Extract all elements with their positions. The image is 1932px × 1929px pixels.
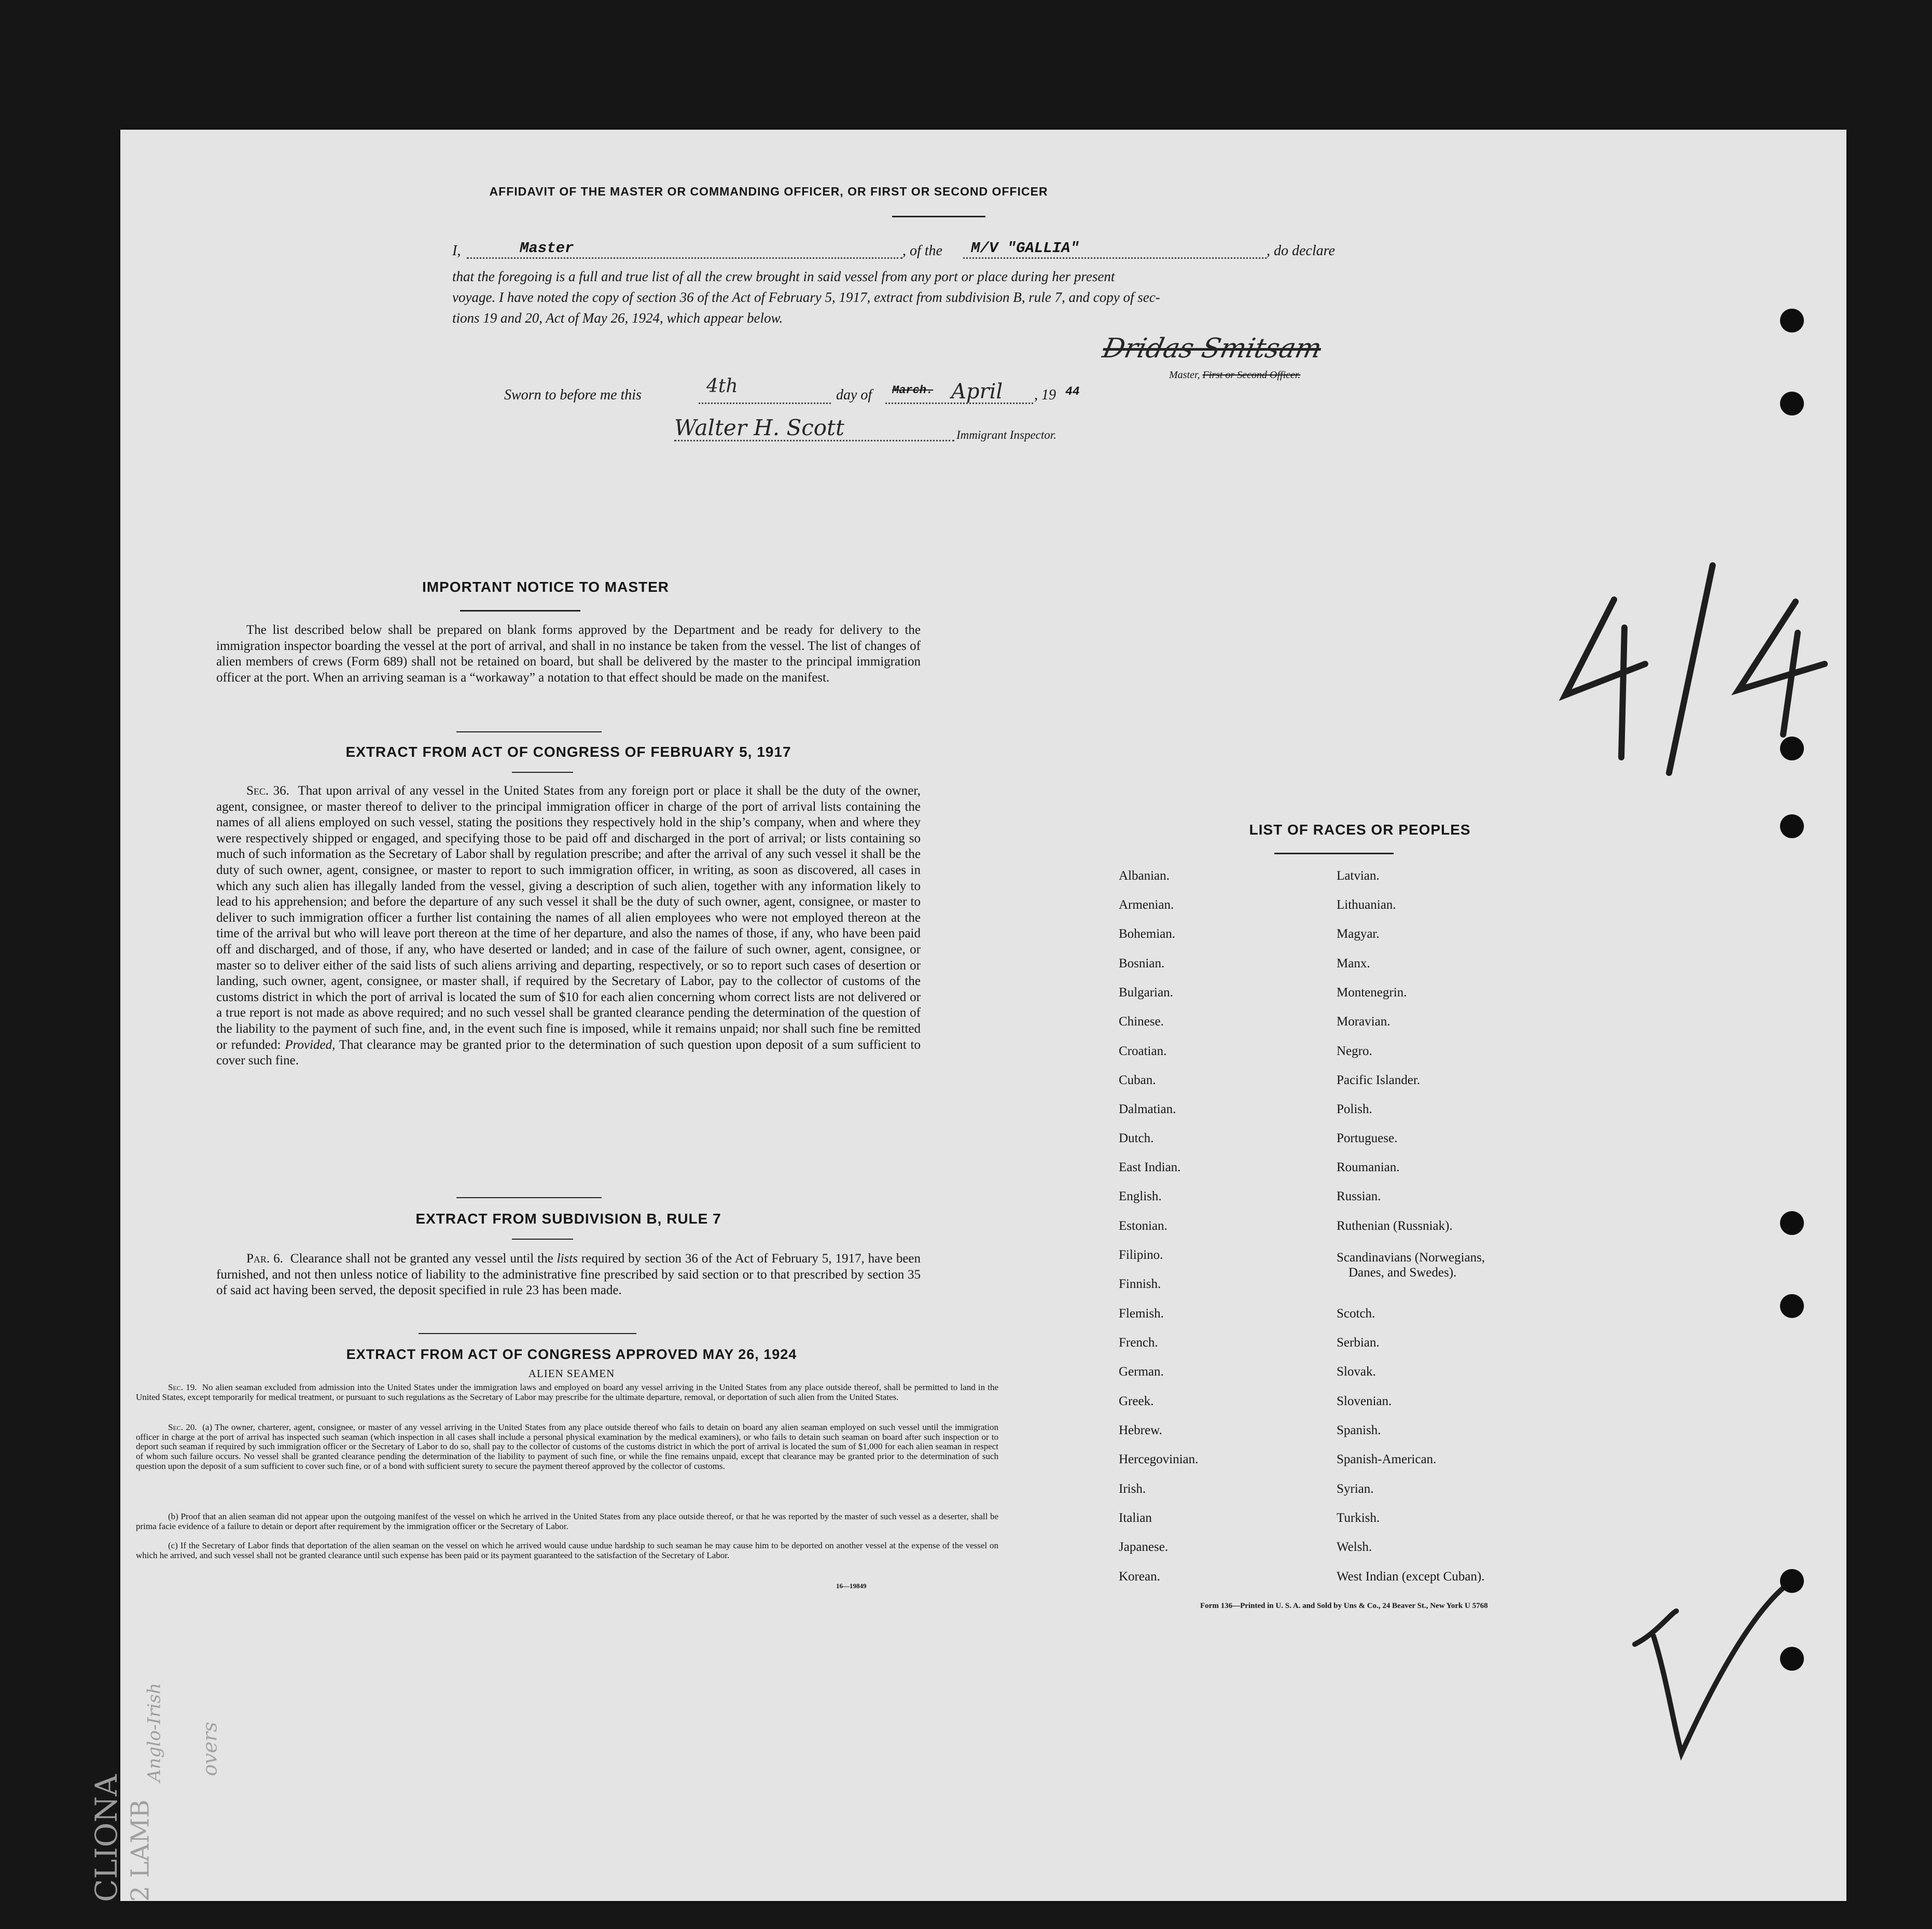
sec-36-label: Sec. 36. (246, 784, 289, 798)
rule-7-rule (512, 1239, 573, 1240)
race-item: Scotch. (1337, 1307, 1375, 1321)
punch-hole (1780, 1569, 1804, 1593)
sec-20c: (c) If the Secretary of Labor finds that deportation of the alien seaman on the vessel on which he arrived would cause undue hardship to such seaman he may cause him to be deported on another vessel at the expense of the vessel on which he arrived, and such vessel shall not be granted clearance until such expense has been paid or its payment guaranteed to the satisfaction of the Secretary of Labor. (136, 1541, 998, 1560)
rule-7-body: Par. 6. Clearance shall not be granted any vessel until the lists required by section 36 of the Act of February 5, 1917, have been furnished, and not then unless notice of liability to the administrative fine prescribed by said section or to that prescribed by section 35 of said act having been served, the deposit specified in rule 23 has been made. (216, 1252, 921, 1298)
race-item: Italian (1119, 1511, 1152, 1525)
race-item: Moravian. (1337, 1015, 1391, 1029)
race-item: English. (1119, 1189, 1162, 1203)
race-item: Manx. (1337, 956, 1370, 970)
race-item: Welsh. (1337, 1540, 1372, 1554)
extract-1917-body (216, 783, 921, 1069)
race-item: Filipino. (1119, 1248, 1163, 1262)
provided-label: Provided, (285, 1037, 336, 1052)
race-item: Bosnian. (1119, 956, 1165, 970)
race-item: Dutch. (1119, 1131, 1154, 1145)
page-mark-4-of-4 (1557, 560, 1930, 934)
month-value: April (951, 380, 1003, 404)
day-value: 4th (706, 376, 738, 397)
race-item: Hebrew. (1119, 1423, 1162, 1437)
race-item: Spanish-American. (1337, 1452, 1437, 1466)
notice-heading: IMPORTANT NOTICE TO MASTER (422, 579, 670, 595)
race-item: Serbian. (1337, 1336, 1380, 1350)
name-value: Master (520, 240, 574, 257)
inspector-label: Immigrant Inspector. (956, 428, 1057, 441)
sworn-label: Sworn to before me this (504, 387, 642, 403)
race-item: Montenegrin. (1337, 986, 1407, 1000)
sec-20b: (b) Proof that an alien seaman did not appear upon the outgoing manifest of the vessel on which he arrived in the United States from any place outside thereof, or that he was reported by the master of such vessel as a deserter, shall be prima facie evidence of a failure to detain or deport after requirement by the immigration officer or the Secretary of Labor. (136, 1511, 998, 1531)
sworn-block (504, 376, 1127, 418)
notice-body: The list described below shall be prepared on blank forms approved by the Department and be ready for delivery to the immigration inspector boarding the vessel at the port of arrival, and shall in no instance be taken from the vessel. The list of changes of alien members of crews (Form 689) shall not be retained on board, but shall be delivered by the master to the principal immigration officer at the port. When an arriving seaman is a “workaway” a notation to that effect should be made on the manifest. (216, 623, 921, 685)
heading-rule (892, 216, 985, 217)
year-prefix: , 19 (1034, 387, 1056, 403)
notice-rule (460, 610, 580, 612)
race-item-continuation: Danes, and Swedes). (1349, 1266, 1457, 1280)
extract-1917-rule (512, 772, 573, 773)
race-item: Cuban. (1119, 1073, 1156, 1087)
punch-hole (1780, 1294, 1804, 1318)
race-item: Spanish. (1337, 1423, 1381, 1437)
race-item: Ruthenian (Russniak). (1337, 1219, 1453, 1233)
race-item: Latvian. (1337, 869, 1380, 883)
race-item: Magyar. (1337, 927, 1380, 941)
race-item: Polish. (1337, 1102, 1372, 1116)
race-item: Pacific Islander. (1337, 1073, 1421, 1087)
rule-7-heading: EXTRACT FROM SUBDIVISION B, RULE 7 (415, 1211, 721, 1227)
race-item: Albanian. (1119, 869, 1170, 883)
alien-seamen-subheading: ALIEN SEAMEN (528, 1367, 615, 1380)
extract-1917-heading: EXTRACT FROM ACT OF CONGRESS OF FEBRUARY 5, 1917 (345, 744, 791, 760)
margin-note-1: CLIONA (89, 1774, 124, 1902)
race-item: Japanese. (1119, 1540, 1169, 1554)
race-item: Korean. (1119, 1570, 1160, 1584)
punch-hole (1780, 1211, 1804, 1235)
affidavit-heading: AFFIDAVIT OF THE MASTER OR COMMANDING OFFICER, OR FIRST OR SECOND OFFICER (489, 185, 1048, 198)
race-item: Chinese. (1119, 1015, 1164, 1029)
race-item: West Indian (except Cuban). (1337, 1570, 1485, 1584)
race-item: Russian. (1337, 1189, 1381, 1203)
race-item: Croatian. (1119, 1044, 1167, 1058)
race-item: Portuguese. (1337, 1131, 1398, 1145)
race-item: German. (1119, 1365, 1164, 1379)
sec-36-text: That upon arrival of any vessel in the United States from any foreign port or place it shall be the duty of the owner, agent, consignee, or master thereof to deliver to the principal immigration officer in charge of the port of arrival lists containing the names of all aliens employed on such vessel, stating the positions they respectively hold in the ship’s company, when and where they were respectively shipped or engaged, and specifying those to be paid off and discharged in the port of arrival; or lists containing so much of such information as the Secretary of Labor shall by regulation prescribe; and after the arrival of any such vessel it shall be the duty of such owner, agent, consignee, or master to report to such immigration officer, in writing, as soon as discovered, all cases in which any such alien has illegally landed from the vessel, giving a description of such alien, together with any information likely to lead to his apprehension; and before the departure of any such vessel it shall be the duty of such owner, agent, consignee, or master to deliver to such immigration officer a further list containing the names of all alien employees who were not employed thereon at the time of the arrival but who will leave port thereon at the time of her departure, and also the names of those, if any, who have been paid off and discharged, and of those, if any, who have deserted or landed; and in case of the failure of such owner, agent, consignee, or master so to deliver either of the said lists of such aliens arriving and departing, respectively, or so to report such cases of desertion or landing, such owner, agent, consignee, or master shall, if required by the Secretary of Labor, pay to the collector of customs of the customs district in which the port of arrival is located the sum of $10 for each alien concerning whom correct lists are not delivered or a true report is not made as above required; and no such vessel shall be granted clearance pending the determination of the question of the liability to the payment of such fine, and, in the event such fine is imposed, while it remains unpaid; nor shall such fine be remitted or refunded: (216, 784, 921, 1052)
vessel-line (963, 257, 1267, 259)
month-struck: March. (892, 384, 934, 397)
affidavit-text-line-4: tions 19 and 20, Act of May 26, 1924, which appear below. (452, 310, 783, 326)
margin-note-3: 2 LAMB (126, 1799, 155, 1902)
lists-word: lists (557, 1252, 578, 1266)
margin-note-2: Anglo-Irish (144, 1683, 165, 1782)
sec-36-text-end: That clearance may be granted prior to the determination of such question upon deposit of a sum sufficient to cover such fine. (216, 1037, 921, 1068)
race-item: Flemish. (1119, 1307, 1164, 1321)
races-rule (1274, 853, 1394, 854)
year-value: 44 (1065, 385, 1080, 398)
margin-note-4: overs (198, 1722, 221, 1777)
race-item: Irish. (1119, 1482, 1146, 1496)
race-item: Greek. (1119, 1394, 1154, 1408)
sec-20a: Sec. 20. (a) The owner, charterer, agent, consignee, or master of any vessel arriving in the United States from any place outside thereof who fails to detain on board any alien seaman employed on such vessel until the immigration officer in charge at the port of arrival has inspected such seaman (which inspection in all cases shall include a personal physical examination by the medical examiners), or who fails to detain such seaman on board after such inspection or to deport such seaman if required by such immigration officer or the Secretary of Labor to do so, shall pay to the collector of customs of the customs district in which the port of arrival is located the sum of $1,000 for each alien seaman in respect of whom such failure occurs. No vessel shall be granted clearance pending the determination of the liability to payment of such fine, or while the fine remains unpaid, except that clearance may be granted prior to the determination of such question upon the deposit of a sum sufficient to cover such fine, or of a bond with sufficient surety to secure the payment thereof approved by the collector of customs. (136, 1422, 999, 1471)
rule-7-divider (419, 1333, 636, 1334)
punch-hole (1780, 814, 1804, 838)
affidavit-text-line-2: that the foregoing is a full and true list of all the crew brought in said vessel from any port or place during her present (452, 269, 1115, 284)
race-item: French. (1119, 1336, 1158, 1350)
race-item: Hercegovinian. (1119, 1452, 1199, 1466)
race-item: Scandinavians (Norwegians, (1337, 1251, 1485, 1265)
race-item: East Indian. (1119, 1160, 1181, 1174)
check-mark (1624, 1572, 1801, 1769)
of-the-label: , of the (902, 243, 942, 259)
race-item: Turkish. (1337, 1511, 1380, 1525)
race-item: Armenian. (1119, 898, 1174, 912)
punch-hole (1780, 309, 1804, 332)
master-signature: Dridas Smitsam (1100, 333, 1325, 364)
notice-divider (456, 731, 602, 732)
form-imprint: Form 136—Printed in U. S. A. and Sold by Uns & Co., 24 Beaver St., New York U 5768 (1200, 1602, 1488, 1610)
par-6-label: Par. 6. (246, 1252, 283, 1266)
race-item: Syrian. (1337, 1482, 1374, 1496)
punch-hole (1780, 737, 1804, 760)
race-item: Bulgarian. (1119, 986, 1173, 1000)
name-line (467, 257, 902, 259)
extract-1917-divider (456, 1197, 602, 1198)
race-item: Finnish. (1119, 1277, 1161, 1291)
vessel-value: M/V "GALLIA" (971, 240, 1079, 257)
day-of-label: day of (836, 387, 872, 403)
inspector-signature: Walter H. Scott (674, 415, 844, 440)
race-item: Slovenian. (1337, 1394, 1392, 1408)
race-item: Negro. (1337, 1044, 1372, 1058)
race-item: Slovak. (1337, 1365, 1376, 1379)
race-item: Roumanian. (1337, 1160, 1400, 1174)
races-heading: LIST OF RACES OR PEOPLES (1249, 822, 1471, 838)
race-item: Estonian. (1119, 1219, 1167, 1233)
race-item: Dalmatian. (1119, 1102, 1176, 1116)
signature-caption: Master, First or Second Officer. (1169, 369, 1301, 381)
affidavit-text-line-3: voyage. I have noted the copy of section 36 of the Act of February 5, 1917, extract from subdivision B, rule 7, and copy of sec- (452, 289, 1160, 305)
race-item: Bohemian. (1119, 927, 1176, 941)
i-label: I, (452, 243, 461, 259)
sec-19: Sec. 19. No alien seaman excluded from admission into the United States under the immigration laws and employed on board any vessel arriving in the United States from any place outside thereof, shall be permitted to land in the United States, except temporarily for medical treatment, or pursuant to such regulations as the Secretary of Labor may prescribe for the ultimate departure, removal, or deportation of such alien from the United States. (136, 1382, 999, 1402)
day-line (699, 403, 831, 404)
document-page (89, 130, 1846, 1902)
form-number: 16—19849 (836, 1582, 867, 1590)
punch-hole (1780, 392, 1804, 415)
declare-label: , do declare (1267, 243, 1335, 259)
punch-hole (1780, 1647, 1804, 1671)
extract-1924-heading: EXTRACT FROM ACT OF CONGRESS APPROVED MAY 26, 1924 (346, 1347, 797, 1362)
race-item: Lithuanian. (1337, 898, 1396, 912)
